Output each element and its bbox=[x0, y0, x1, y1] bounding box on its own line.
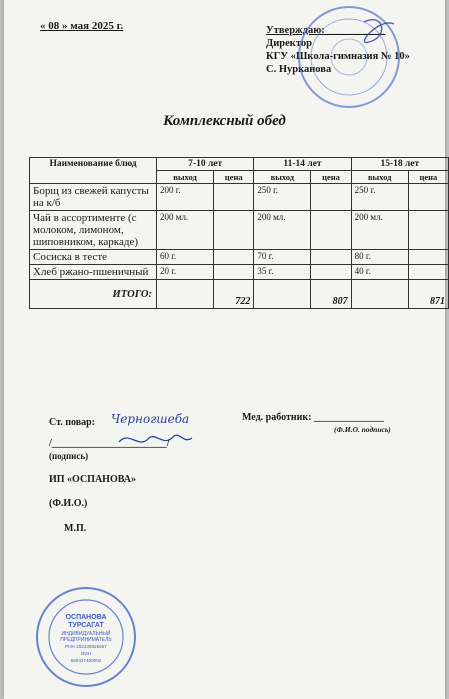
header-output: выход bbox=[351, 171, 408, 184]
output-cell: 80 г. bbox=[351, 250, 408, 265]
cook-label: Ст. повар: bbox=[49, 417, 96, 428]
header-output: выход bbox=[254, 171, 311, 184]
menu-table bbox=[29, 157, 449, 309]
header-age-group: 15-18 лет bbox=[351, 158, 448, 171]
svg-text:ПРЕДПРИНИМАТЕЛЬ: ПРЕДПРИНИМАТЕЛЬ bbox=[60, 637, 112, 643]
output-cell: 200 г. bbox=[157, 184, 214, 211]
total-row bbox=[30, 280, 449, 309]
fio-label: (Ф.И.О.) bbox=[49, 498, 88, 509]
contractor-name: ИП «ОСПАНОВА» bbox=[49, 474, 136, 485]
dish-name: Чай в ассортименте (с молоком, лимоном, шиповником, каркаде) bbox=[30, 211, 157, 250]
total-value: 722 bbox=[214, 280, 254, 309]
svg-text:РНН 182430825657: РНН 182430825657 bbox=[65, 644, 107, 649]
fio-hint: (Ф.И.О. подпись) bbox=[334, 425, 391, 434]
header-price: цена bbox=[408, 171, 448, 184]
output-cell: 250 г. bbox=[351, 184, 408, 211]
dish-name: Сосиска в тесте bbox=[30, 250, 157, 265]
output-cell: 250 г. bbox=[254, 184, 311, 211]
contractor-seal bbox=[34, 585, 139, 690]
document-page bbox=[4, 0, 445, 699]
page-title: Комплексный обед bbox=[163, 113, 286, 129]
total-value: 871 bbox=[408, 280, 448, 309]
table-row bbox=[30, 211, 449, 250]
signature-hint: (подпись) bbox=[49, 451, 89, 461]
dish-name: Борщ из свежей капусты на к/б bbox=[30, 184, 157, 211]
school-seal bbox=[294, 2, 404, 112]
approval-organization: КГУ «Школа-гимназия № 10» bbox=[266, 51, 410, 62]
header-age-group: 7-10 лет bbox=[157, 158, 254, 171]
output-cell: 20 г. bbox=[157, 265, 214, 280]
table-row bbox=[30, 265, 449, 280]
medic-label: Мед. работник: ______________ bbox=[242, 412, 384, 423]
svg-text:ТУРСАГАТ: ТУРСАГАТ bbox=[68, 622, 104, 629]
header-age-group: 11-14 лет bbox=[254, 158, 351, 171]
header-price: цена bbox=[311, 171, 351, 184]
header-dish: Наименование блюд bbox=[30, 158, 157, 184]
document-date: « 08 » мая 2025 г. bbox=[40, 20, 124, 32]
table-row bbox=[30, 250, 449, 265]
header-price: цена bbox=[214, 171, 254, 184]
output-cell: 60 г. bbox=[157, 250, 214, 265]
total-value: 807 bbox=[311, 280, 351, 309]
output-cell: 40 г. bbox=[351, 265, 408, 280]
output-cell: 35 г. bbox=[254, 265, 311, 280]
dish-name: Хлеб ржано-пшеничный bbox=[30, 265, 157, 280]
svg-text:560427400092: 560427400092 bbox=[70, 658, 102, 663]
table-row bbox=[30, 184, 449, 211]
svg-text:ИИН: ИИН bbox=[81, 651, 91, 656]
svg-text:ОСПАНОВА: ОСПАНОВА bbox=[65, 614, 107, 621]
signature-line: /_______________________/ bbox=[49, 438, 170, 449]
output-cell: 200 мл. bbox=[351, 211, 408, 250]
output-cell: 70 г. bbox=[254, 250, 311, 265]
output-cell: 200 мл. bbox=[157, 211, 214, 250]
cook-signature: Черногшеба bbox=[111, 412, 190, 426]
stamp-place-label: М.П. bbox=[64, 523, 87, 534]
header-output: выход bbox=[157, 171, 214, 184]
total-label: ИТОГО: bbox=[30, 280, 157, 309]
approval-name: С. Нурканова bbox=[266, 64, 332, 75]
approval-heading: Утверждаю: ___________ bbox=[266, 25, 386, 36]
svg-text:ИНДИВИДУАЛЬНЫЙ: ИНДИВИДУАЛЬНЫЙ bbox=[61, 631, 111, 637]
output-cell: 200 мл. bbox=[254, 211, 311, 250]
approval-position: Директор bbox=[266, 38, 312, 49]
